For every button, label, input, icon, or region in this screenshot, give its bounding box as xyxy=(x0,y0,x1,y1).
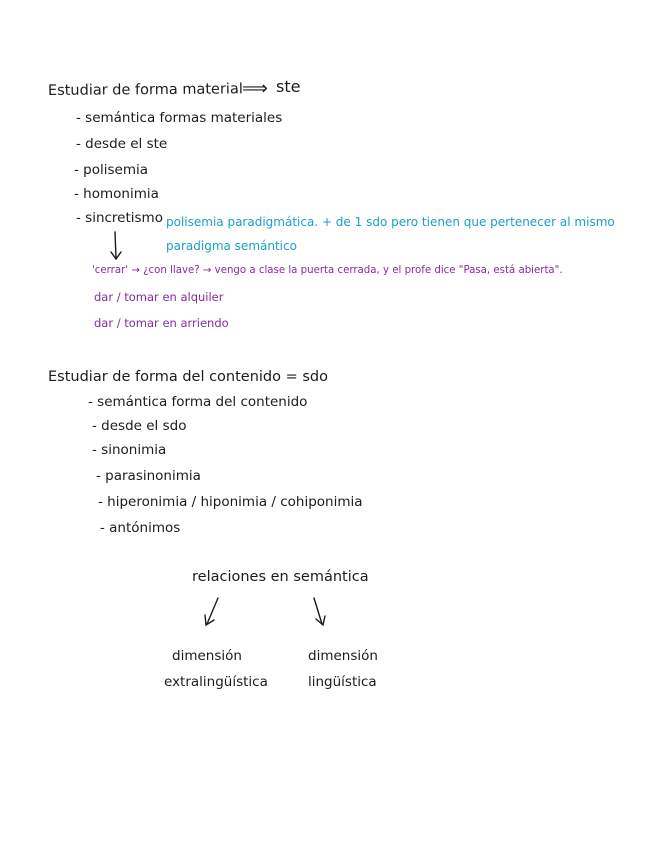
right-branch-arrow-icon xyxy=(314,598,325,625)
list-item: - hiperonimia / hiponimia / cohiponimia xyxy=(98,494,363,510)
example-line1: 'cerrar' → ¿con llave? → vengo a clase la puerta cerrada, y el profe dice "Pasa, está abierta". xyxy=(92,265,563,276)
example-line3: dar / tomar en arriendo xyxy=(94,316,229,330)
diagram-right-line2: lingüística xyxy=(308,674,377,690)
blue-note-line1: polisemia paradigmática. + de 1 sdo pero tienen que pertenecer al mismo xyxy=(166,215,615,229)
list-item: - semántica formas materiales xyxy=(76,110,283,126)
diagram-root: relaciones en semántica xyxy=(192,569,369,585)
left-branch-arrow-icon xyxy=(205,598,218,625)
section1-target: ste xyxy=(276,77,301,96)
list-item: - sincretismo xyxy=(76,210,163,226)
diagram-left-line1: dimensión xyxy=(172,648,242,664)
list-item: - sinonimia xyxy=(92,442,167,458)
section1-heading: Estudiar de forma material xyxy=(47,81,243,99)
list-item: - semántica forma del contenido xyxy=(88,394,308,410)
diagram-right-line1: dimensión xyxy=(308,648,378,664)
list-item: - parasinonimia xyxy=(96,468,201,484)
list-item: - desde el sdo xyxy=(92,418,187,434)
list-item: - desde el ste xyxy=(76,136,168,152)
section2-heading: Estudiar de forma del contenido = sdo xyxy=(48,369,329,385)
blue-note-line2: paradigma semántico xyxy=(166,239,297,253)
list-item: - antónimos xyxy=(100,520,181,536)
list-item: - polisemia xyxy=(74,162,149,178)
diagram-left-line2: extralingüística xyxy=(164,674,268,690)
list-item: - homonimia xyxy=(74,186,159,202)
down-arrow-icon xyxy=(111,232,121,259)
example-line2: dar / tomar en alquiler xyxy=(94,290,224,304)
implies-arrow: ⟹ xyxy=(242,78,268,99)
